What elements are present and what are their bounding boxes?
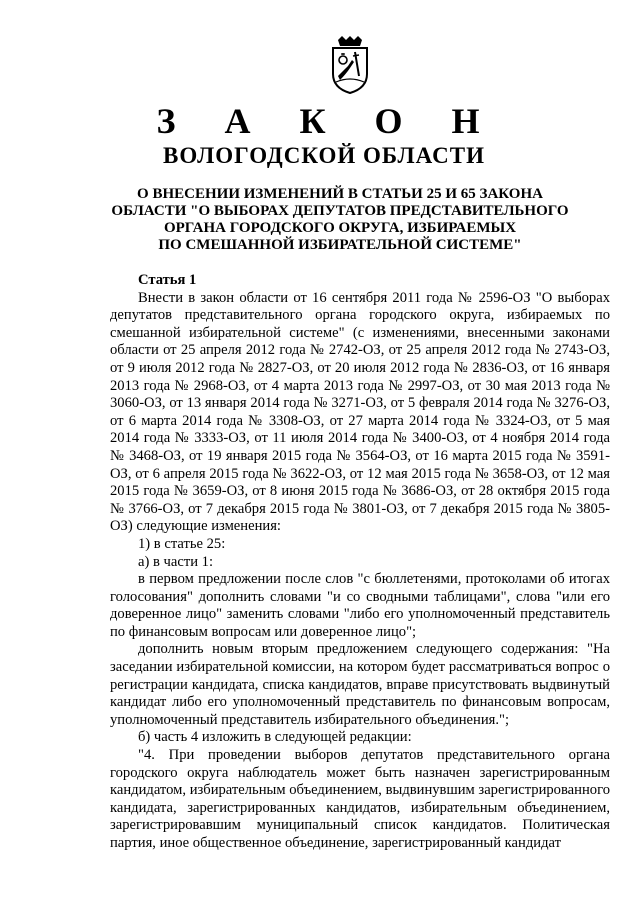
list-item: а) в части 1: bbox=[138, 553, 214, 570]
subtitle-line: ПО СМЕШАННОЙ ИЗБИРАТЕЛЬНОЙ СИСТЕМЕ" bbox=[158, 237, 522, 253]
document-subtitle bbox=[90, 186, 590, 254]
article-heading: Статья 1 bbox=[138, 272, 197, 288]
document-region: ВОЛОГОДСКОЙ ОБЛАСТИ bbox=[163, 143, 485, 168]
paragraph: дополнить новым вторым предложением следующего содержания: "На заседании избирательной комиссии, на котором будет рассматриваться вопрос о регистрации кандидата, списка кандидатов, вправе присутствовать выдвинутый кандидат либо его уполномоченный представитель по финансовым вопросам, уполномоченный представитель избирательного объединения."; bbox=[110, 641, 610, 728]
paragraph: в первом предложении после слов "с бюллетенями, протоколами об итогах голосования" дополнить словами "и со сводными таблицами", слова "или его доверенное лицо" заменить словами "либо его уполномоченный представитель по финансовым вопросам или доверенное лицо"; bbox=[110, 571, 610, 640]
paragraph: "4. При проведении выборов депутатов представительного органа городского округа наблюдатель может быть назначен зарегистрированным кандидатом, избирательным объединением, выдвинувшим зарегистрированного кандидата, зарегистрированных кандидатов, избирательным объединением, зарегистрировавшим муниципальный список кандидатов. Политическая партия, иное общественное объединение, зарегистрированный кандидат bbox=[110, 747, 610, 851]
subtitle-line: ОБЛАСТИ "О ВЫБОРАХ ДЕПУТАТОВ ПРЕДСТАВИТЕЛЬНОГО bbox=[111, 203, 569, 219]
list-item: б) часть 4 изложить в следующей редакции: bbox=[138, 729, 412, 746]
article-intro: Внести в закон области от 16 сентября 2011 года № 2596-ОЗ "О выборах депутатов представительного органа городского округа, избираемых по смешанной избирательной системе" (с изменениями, внесенными законами области от 25 апреля 2012 года № 2742-ОЗ, от 25 апреля 2012 года № 2743-ОЗ, от 9 июля 2012 года № 2827-ОЗ, от 20 июля 2012 года № 2836-ОЗ, от 16 января 2013 года № 2968-ОЗ, от 4 марта 2013 года № 2997-ОЗ, от 30 мая 2013 года № 3060-ОЗ, от 13 января 2014 года № 3271-ОЗ, от 5 февраля 2014 года № 3276-ОЗ, от 6 марта 2014 года № 3308-ОЗ, от 27 марта 2014 года № 3324-ОЗ, от 5 мая 2014 года № 3333-ОЗ, от 11 июля 2014 года № 3400-ОЗ, от 4 ноября 2014 года № 3468-ОЗ, от 19 января 2015 года № 3564-ОЗ, от 16 марта 2015 года № 3591-ОЗ, от 6 апреля 2015 года № 3622-ОЗ, от 12 мая 2015 года № 3658-ОЗ, от 12 мая 2015 года № 3659-ОЗ, от 8 июня 2015 года № 3686-ОЗ, от 28 октября 2015 года № 3766-ОЗ, от 7 декабря 2015 года № 3801-ОЗ, от 7 декабря 2015 года № 3805-ОЗ) следующие изменения: bbox=[110, 289, 610, 535]
document-title: З А К О Н bbox=[156, 101, 500, 141]
document-body bbox=[110, 272, 610, 853]
subtitle-line: О ВНЕСЕНИИ ИЗМЕНЕНИЙ В СТАТЬИ 25 И 65 ЗАКОНА bbox=[137, 186, 543, 202]
subtitle-line: ОРГАНА ГОРОДСКОГО ОКРУГА, ИЗБИРАЕМЫХ bbox=[163, 220, 517, 236]
list-item: 1) в статье 25: bbox=[138, 535, 226, 552]
coat-of-arms-icon bbox=[330, 36, 370, 94]
